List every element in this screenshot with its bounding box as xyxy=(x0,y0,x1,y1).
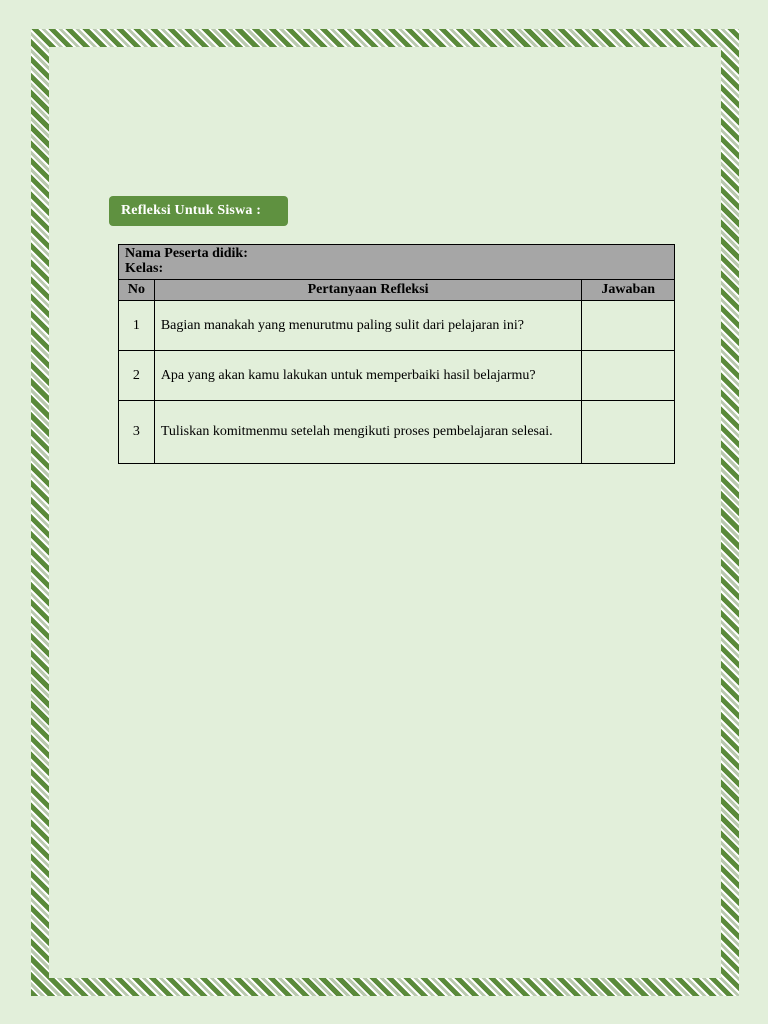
header-question: Pertanyaan Refleksi xyxy=(154,280,582,301)
page-content-area xyxy=(49,47,721,978)
question-text: Bagian manakah yang menurutmu paling sulit dari pelajaran ini? xyxy=(154,301,582,351)
row-number: 1 xyxy=(119,301,155,351)
question-text: Apa yang akan kamu lakukan untuk memperbaiki hasil belajarmu? xyxy=(154,351,582,401)
table-row xyxy=(119,401,675,464)
table-row xyxy=(119,301,675,351)
student-info-cell xyxy=(119,245,675,280)
answer-cell[interactable] xyxy=(582,351,675,401)
question-text: Tuliskan komitmenmu setelah mengikuti proses pembelajaran selesai. xyxy=(154,401,582,464)
column-header-row xyxy=(119,280,675,301)
row-number: 2 xyxy=(119,351,155,401)
row-number: 3 xyxy=(119,401,155,464)
student-info-row xyxy=(119,245,675,280)
reflection-table xyxy=(118,244,675,464)
header-no: No xyxy=(119,280,155,301)
header-answer: Jawaban xyxy=(582,280,675,301)
answer-cell[interactable] xyxy=(582,301,675,351)
student-name-label: Nama Peserta didik: xyxy=(125,246,248,261)
class-label: Kelas: xyxy=(125,261,164,276)
section-title-badge: Refleksi Untuk Siswa : xyxy=(109,196,288,226)
answer-cell[interactable] xyxy=(582,401,675,464)
table-row xyxy=(119,351,675,401)
